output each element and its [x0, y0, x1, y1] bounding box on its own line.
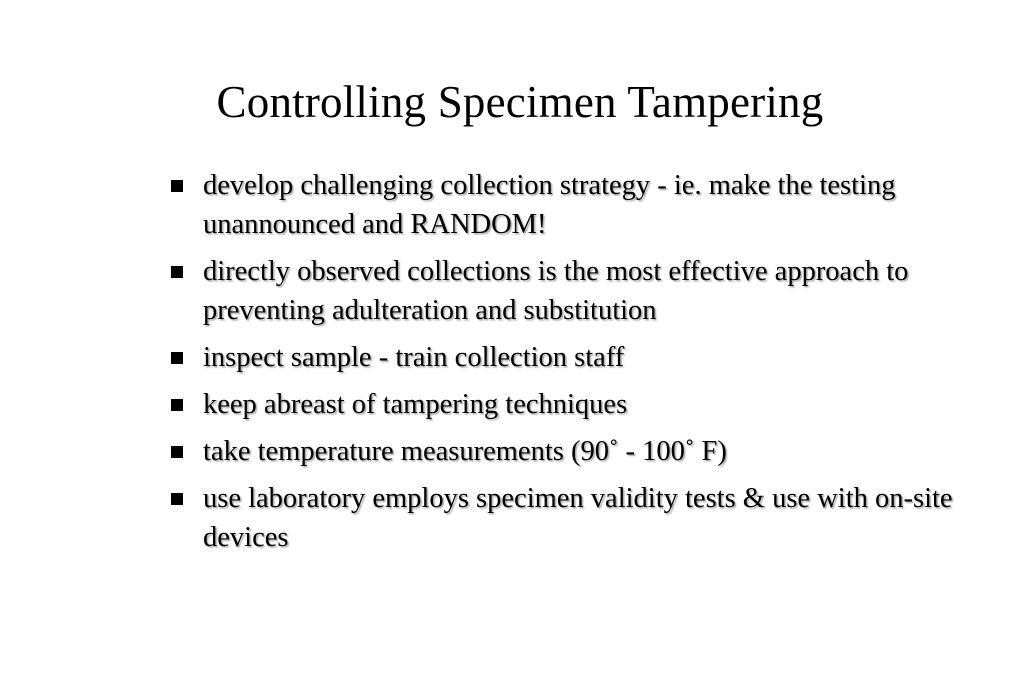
bullet-text: inspect sample - train collection staff [203, 342, 625, 373]
bullet-text: keep abreast of tampering techniques [203, 389, 628, 420]
square-bullet-icon [171, 180, 183, 192]
square-bullet-icon [171, 493, 183, 505]
bullet-text: use laboratory employs specimen validity tests & use with on-site devices [203, 483, 953, 553]
square-bullet-icon [171, 446, 183, 458]
bullet-list [170, 166, 1000, 565]
bullet-text: develop challenging collection strategy - ie. make the testing unannounced and RANDOM! [203, 170, 896, 240]
bullet-item [170, 338, 1000, 377]
bullet-text: directly observed collections is the most effective approach to preventing adulteration and substitution [203, 256, 909, 326]
square-bullet-icon [171, 399, 183, 411]
bullet-item [170, 479, 1000, 557]
bullet-item [170, 385, 1000, 424]
bullet-item [170, 432, 1000, 471]
bullet-text: take temperature measurements (90˚ - 100˚ F) [203, 436, 727, 467]
bullet-item [170, 166, 1000, 244]
bullet-item [170, 252, 1000, 330]
slide-title: Controlling Specimen Tampering [216, 77, 824, 127]
square-bullet-icon [171, 352, 183, 364]
square-bullet-icon [171, 266, 183, 278]
